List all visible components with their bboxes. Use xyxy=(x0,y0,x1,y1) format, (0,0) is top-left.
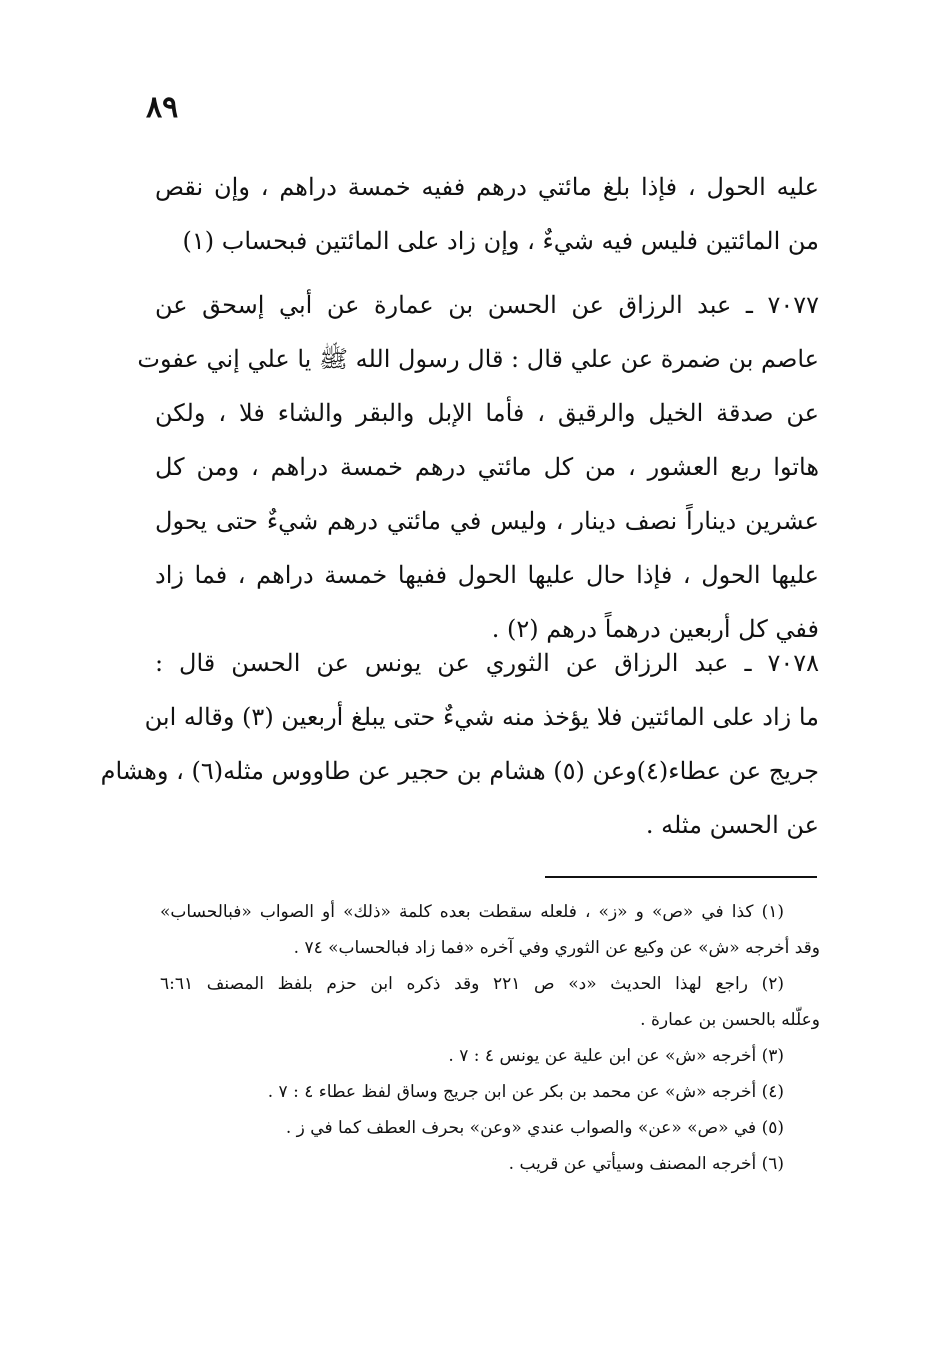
text-line: ما زاد على المائتين فلا يؤخذ منه شيءٌ حتى يبلغ أربعين (٣) وقاله ابن xyxy=(144,703,819,731)
text-line: عشرين ديناراً نصف دينار ، وليس في مائتي درهم شيءٌ حتى يحول xyxy=(155,507,819,535)
footnote-line: (١) كذا في «ص» و «ز» ، فلعله سقطت بعده كلمة «ذلك» أو الصواب «فبالحساب» xyxy=(160,902,784,922)
text-line: من المائتين فليس فيه شيءٌ ، وإن زاد على المائتين فبحساب (١) xyxy=(182,227,819,255)
footnote-line: (٣) أخرجه «ش» عن ابن علية عن يونس ٤ : ٧ . xyxy=(448,1046,784,1066)
hadith-7078 xyxy=(100,636,819,852)
text-line: عليه الحول ، فإذا بلغ مائتي درهم ففيه خمسة دراهم ، وإن نقص xyxy=(155,173,819,201)
text-line: جريج عن عطاء(٤)وعن (٥) هشام بن حجير عن طاووس مثله(٦) ، وهشام xyxy=(100,757,819,785)
text-line: عن الحسن مثله . xyxy=(645,811,819,839)
text-line: ففي كل أربعين درهماً درهم (٢) . xyxy=(491,615,819,643)
footnote-line: (٢) راجع لهذا الحديث «د» ص ٢٢١ وقد ذكره ابن حزم بلفظ المصنف ٦:٦١ xyxy=(160,974,784,994)
footnote-line: (٦) أخرجه المصنف وسيأتي عن قريب . xyxy=(508,1154,784,1174)
footnote-divider xyxy=(545,876,817,878)
text-line: ٧٠٧٧ ـ عبد الرزاق عن الحسن بن عمارة عن أبي إسحق عن xyxy=(155,291,819,319)
text-line: عليها الحول ، فإذا حال عليها الحول ففيها خمسة دراهم ، فما زاد xyxy=(155,561,819,589)
text-line: ٧٠٧٨ ـ عبد الرزاق عن الثوري عن يونس عن الحسن قال : xyxy=(155,649,819,677)
page-number: ٨٩ xyxy=(146,90,179,125)
footnotes xyxy=(160,894,820,1182)
footnote-line: وعلّله بالحسن بن عمارة . xyxy=(640,1010,820,1030)
hadith-7077 xyxy=(137,278,819,656)
text-line: عن صدقة الخيل والرقيق ، فأما الإبل والبقر والشاء فلا ، ولكن xyxy=(155,399,819,427)
footnote-line: (٥) في «ص» «عن» والصواب عندي «وعن» بحرف العطف كما في ز . xyxy=(285,1118,784,1138)
footnote-line: وقد أخرجه «ش» عن وكيع عن الثوري وفي آخره «فما زاد فبالحساب» ٧٤ . xyxy=(293,938,820,958)
text-line: هاتوا ربع العشور ، من كل مائتي درهم خمسة دراهم ، ومن كل xyxy=(155,453,819,481)
footnote-line: (٤) أخرجه «ش» عن محمد بن بكر عن ابن جريج وساق لفظ عطاء ٤ : ٧ . xyxy=(267,1082,784,1102)
text-line: عاصم بن ضمرة عن علي قال : قال رسول الله ﷺ يا علي إني عفوت xyxy=(137,345,819,373)
paragraph-continuation xyxy=(155,160,819,268)
